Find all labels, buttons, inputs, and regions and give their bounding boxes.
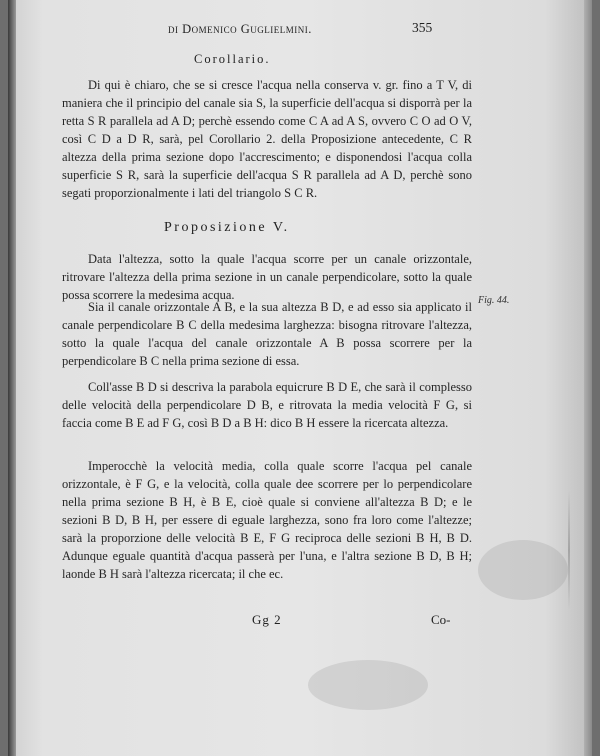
figure-reference: Fig. 44. [478, 295, 510, 306]
paper-stain [478, 540, 568, 600]
printer-signature: Gg 2 [252, 612, 282, 627]
book-page [8, 0, 592, 756]
running-header: di Domenico Guglielmini. [168, 22, 312, 36]
page-gutter-shadow [8, 0, 16, 756]
proposizione-heading: Proposizione V. [164, 220, 290, 235]
proposizione-construction: Coll'asse B D si descriva la parabola equicrure B D E, che sarà il complesso delle velocità della perpendicolare D B, e ritrovata la media velocità F G, si faccia come B E ad F G, così B D a B H: dico B H essere la ricercata altezza. [62, 380, 472, 430]
proposizione-setup: Sia il canale orizzontale A B, e la sua altezza B D, e ad esso sia applicato il canale perpendicolare B C della medesima larghezza: bisogna ritrovare l'altezza, sotto la quale l'acqua del canale orizzontale A B possa scorrere per la perpendicolare B C nella prima sezione di essa. [62, 300, 472, 368]
paper-crease [568, 490, 570, 610]
proposizione-statement: Data l'altezza, sotto la quale l'acqua scorre per un canale orizzontale, ritrovare l'altezza della prima sezione in un canale perpendicolare, sotto la quale possa scorrere la medesima acqua. [62, 252, 472, 302]
catchword: Co- [431, 612, 451, 627]
paper-stain [308, 660, 428, 710]
proposizione-proof: Imperocchè la velocità media, colla quale scorre l'acqua pel canale orizzontale, è F G, e la velocità, colla quale dee scorrere per lo perpendicolare nella prima sezione B H, è B E, cioè quale si conviene all'altezza B D; e le sezioni B D, B H, per essere di eguale larghezza, sono fra loro come l'altezze; sarà la proporzione delle velocità B E, F G reciproca delle sezioni B H, B D. Adunque eguale quantità d'acqua passerà per l'una, e l'altra sezione B D, B H; laonde B H sarà l'altezza ricercata; il che ec. [62, 459, 472, 581]
page-edge-shadow [584, 0, 592, 756]
corollario-paragraph: Di qui è chiaro, che se si cresce l'acqua nella conserva v. gr. fino a T V, di maniera che il principio del canale sia S, la superficie dell'acqua si disporrà per la retta S R parallela ad A D; perchè essendo come C A ad A S, ovvero C O ad O V, così C D a D R, sarà, pel Corollario 2. della Proposizione antecedente, C R altezza della prima sezione dopo l'accrescimento; e disponendosi l'acqua colla superficie S R, sarà la superficie dell'acqua S R parallela ad A D, perchè sono segati proporzionalmente i lati del triangolo S C R. [62, 78, 472, 200]
page-number: 355 [412, 20, 433, 35]
corollario-heading: Corollario. [194, 52, 271, 66]
